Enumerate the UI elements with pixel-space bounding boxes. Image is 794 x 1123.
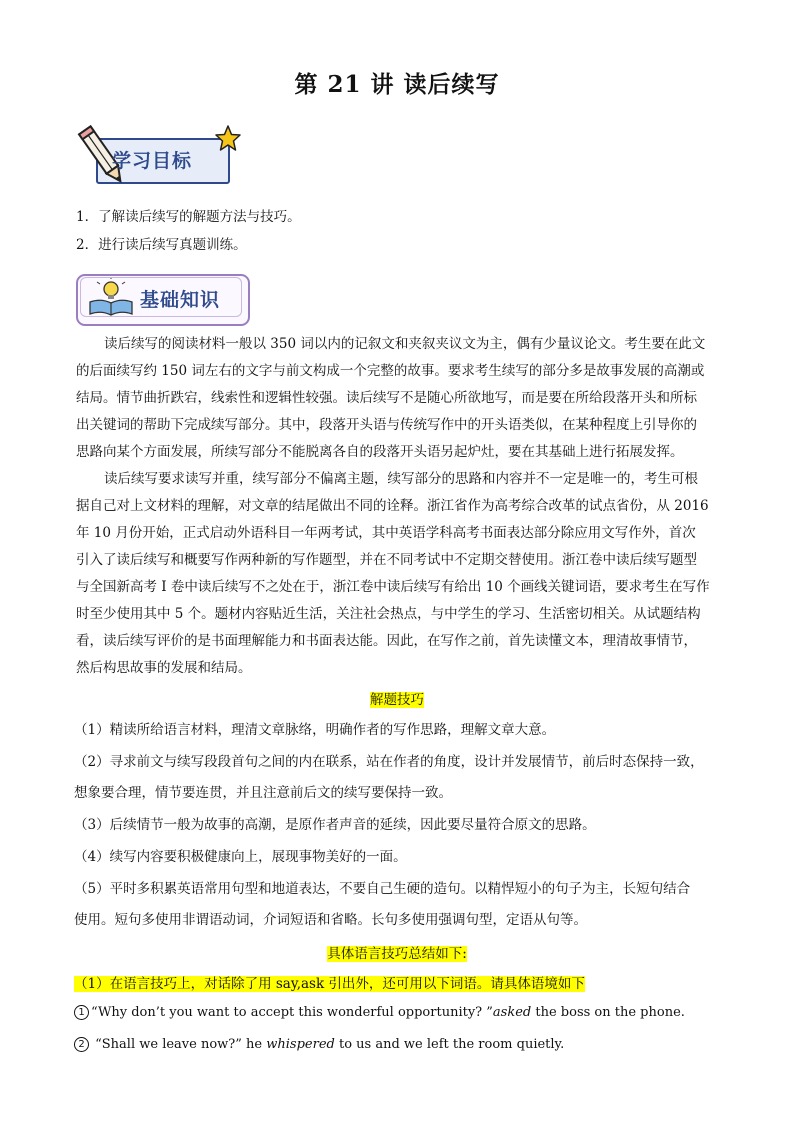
tip-5: （5）平时多积累英语常用句型和地道表达，不要自己生硬的造句。以精悍短小的句子为主，长短句结合 [74, 881, 691, 897]
goal-item-1: 1．了解读后续写的解题方法与技巧。 [76, 209, 301, 225]
summary-heading-text: 具体语言技巧总结如下: [327, 946, 467, 962]
example-1-quote: “Why don’t you want to accept this wonderful opportunity? ” [91, 1005, 493, 1020]
highlight-line [74, 972, 720, 992]
para2-line-1: 读后续写要求读写并重，续写部分不偏离主题，续写部分的思路和内容并不一定是唯一的，考生可根 [104, 471, 698, 487]
summary-heading [0, 942, 794, 962]
para1-line-5: 思路向某个方面发展，所续写部分不能脱离各自的段落开头语另起炉灶，要在其基础上进行拓展发挥。 [76, 444, 684, 460]
tip-1: （1）精读所给语言材料，理清文章脉络，明确作者的写作思路，理解文章大意。 [74, 722, 556, 738]
tips-heading [0, 688, 794, 708]
para2-line-8: 然后构思故事的发展和结局。 [76, 660, 252, 676]
para1-line-1: 读后续写的阅读材料一般以 350 词以内的记叙文和夹叙夹议文为主，偶有少量议论文。考生要在此文 [104, 336, 706, 352]
para1-line-2: 的后面续写约 150 词左右的文字与前文构成一个完整的故事。要求考生续写的部分多是故事发展的高潮或 [76, 363, 705, 379]
tip-2-cont: 想象要合理，情节要连贯，并且注意前后文的续写要保持一致。 [74, 785, 452, 801]
page-title: 第 21 讲 读后续写 [294, 71, 500, 98]
example-2-rest: to us and we left the room quietly. [334, 1037, 565, 1052]
basic-knowledge-banner [76, 272, 252, 328]
para2-line-4: 引入了读后续写和概要写作两种新的写作题型，并在不同考试中不定期交替使用。浙江卷中读后续写题型 [76, 552, 697, 568]
para2-line-2: 据自己对上文材料的理解，对文章的结尾做出不同的诠释。浙江省作为高考综合改革的试点省份，从 2016 [76, 498, 709, 514]
tip-2: （2）寻求前文与续写段段首句之间的内在联系，站在作者的角度，设计并发展情节，前后时态保持一致， [74, 754, 704, 770]
tip-3: （3）后续情节一般为故事的高潮，是原作者声音的延续，因此要尽量符合原文的思路。 [74, 817, 596, 833]
para2-line-7: 看，读后续写评价的是书面理解能力和书面表达能。因此，在写作之前，首先读懂文本，理清故事情节， [76, 633, 697, 649]
learning-goals-banner [74, 120, 246, 192]
book-lightbulb-icon [86, 278, 136, 318]
example-1-verb: asked [492, 1005, 532, 1020]
highlight-line-text: （1）在语言技巧上，对话除了用 say,ask 引出外，还可用以下词语。请具体语境如下 [74, 976, 585, 992]
example-2-verb: whispered [266, 1037, 335, 1052]
goal-item-2: 2．进行读后续写真题训练。 [76, 237, 247, 253]
example-1 [74, 1005, 685, 1020]
star-icon [214, 124, 242, 152]
banner-label: 基础知识 [140, 289, 221, 311]
para2-line-5: 与全国新高考 I 卷中读后续写不之处在于，浙江卷中读后续写有给出 10 个画线关键词语，要求考生在写作 [76, 579, 710, 595]
para1-line-3: 结局。情节曲折跌宕，线索性和逻辑性较强。读后续写不是随心所欲地写，而是要在所给段落开头和所标 [76, 390, 697, 406]
circled-number-2: 2 [74, 1037, 89, 1052]
para1-line-4: 出关键词的帮助下完成续写部分。其中，段落开头语与传统写作中的开头语类似，在某种程度上引导你的 [76, 417, 697, 433]
circled-number-1: 1 [74, 1005, 89, 1020]
example-1-rest: the boss on the phone. [531, 1005, 685, 1020]
para2-line-6: 时至少使用其中 5 个。题材内容贴近生活，关注社会热点，与中学生的学习、生活密切相关。从试题结构 [76, 606, 701, 622]
tips-heading-text: 解题技巧 [370, 692, 424, 708]
tip-5-cont: 使用。短句多使用非谓语动词，介词短语和省略。长句多使用强调句型，定语从句等。 [74, 912, 587, 928]
tip-4: （4）续写内容要积极健康向上，展现事物美好的一面。 [74, 849, 407, 865]
para2-line-3: 年 10 月份开始，正式启动外语科目一年两考试，其中英语学科高考书面表达部分除应用文写作外，首次 [76, 525, 696, 541]
example-2 [74, 1037, 564, 1052]
banner-label: 学习目标 [112, 150, 193, 172]
example-2-quote: “Shall we leave now?” he [91, 1037, 267, 1052]
